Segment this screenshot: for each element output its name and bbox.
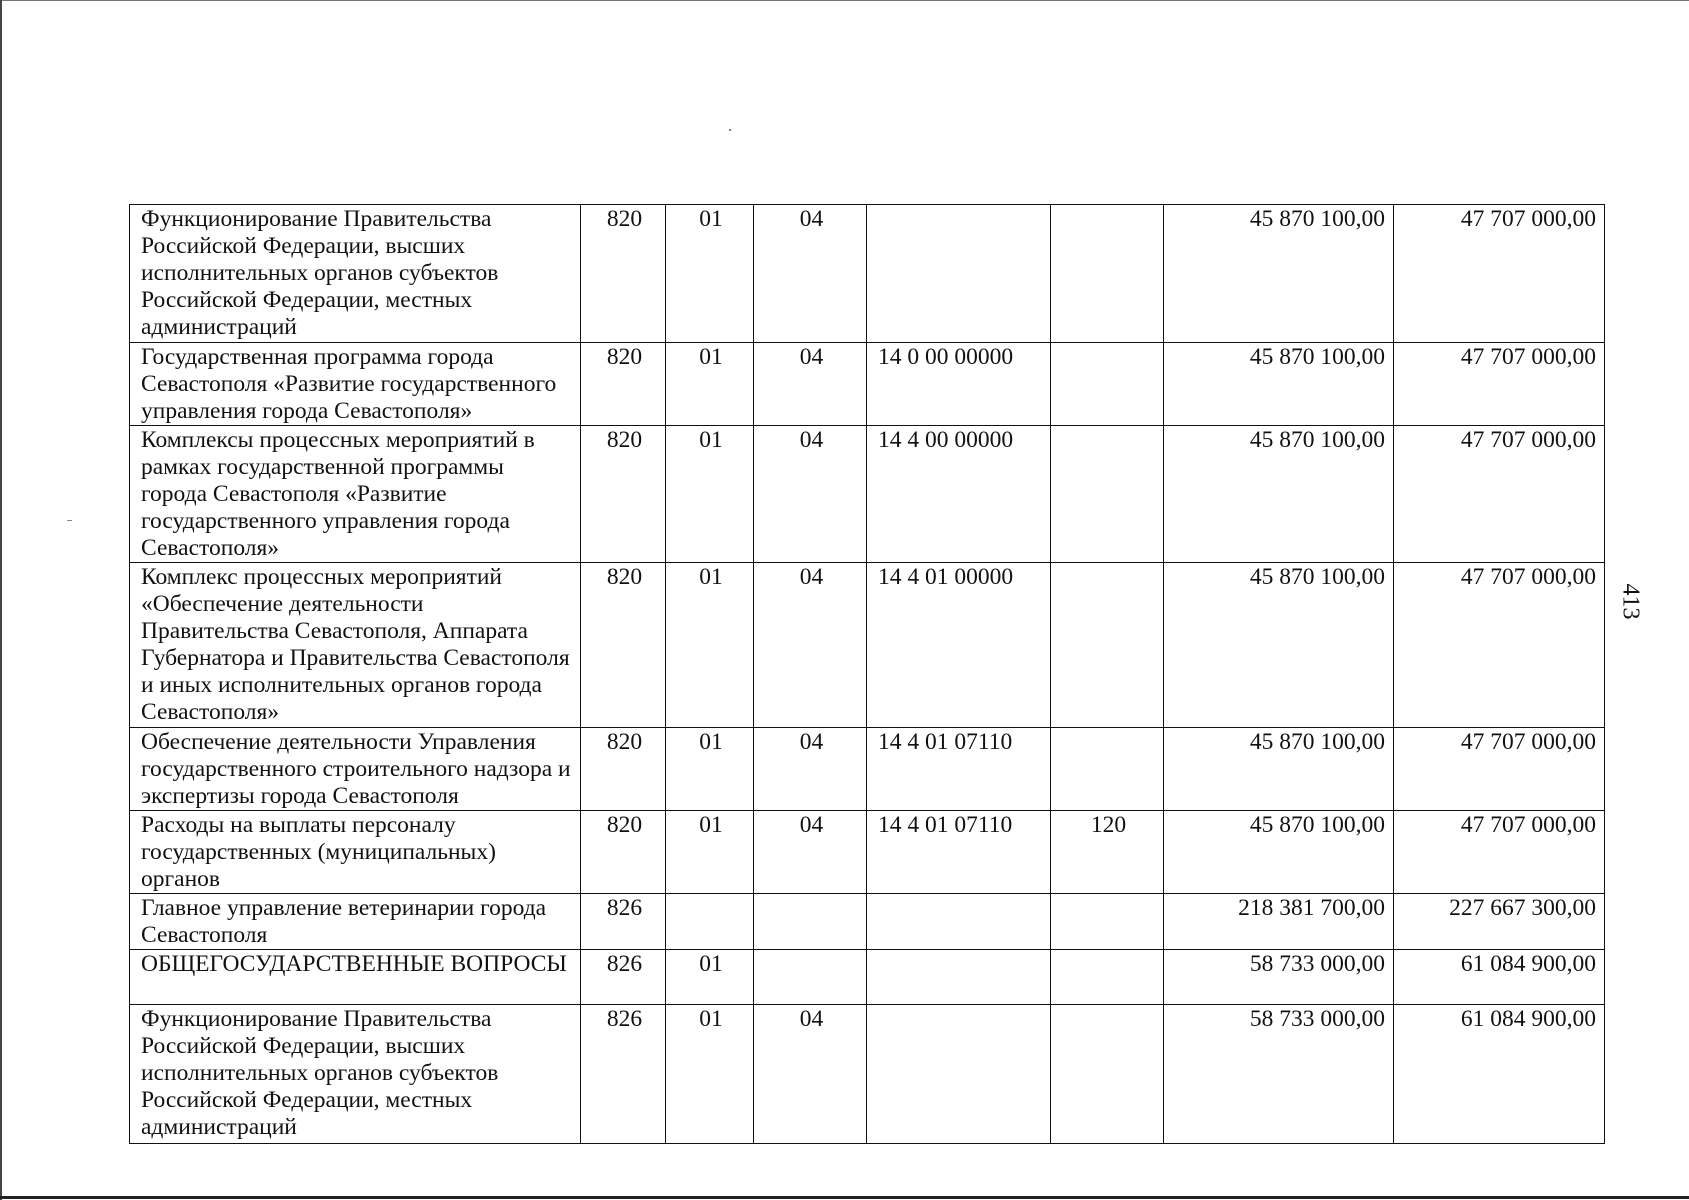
- cell-ved: 820: [581, 728, 666, 811]
- cell-ved: 826: [581, 950, 666, 1005]
- page-edge-left: [0, 0, 2, 1200]
- cell-csr: 14 4 00 00000: [867, 426, 1051, 563]
- table-row: [130, 205, 1605, 343]
- cell-sum-year1: 45 870 100,00: [1164, 728, 1394, 811]
- cell-pr: 04: [754, 1005, 867, 1144]
- scan-speck: [67, 520, 72, 521]
- cell-sum-year1: 58 733 000,00: [1164, 1005, 1394, 1144]
- page-edge-top: [0, 0, 1689, 1]
- cell-sum-year2: 61 084 900,00: [1394, 950, 1605, 1005]
- cell-sum-year1: 45 870 100,00: [1164, 205, 1394, 343]
- cell-name: ОБЩЕГОСУДАРСТВЕННЫЕ ВОПРОСЫ: [130, 950, 581, 1005]
- cell-rz: 01: [666, 563, 754, 728]
- cell-sum-year1: 218 381 700,00: [1164, 894, 1394, 950]
- cell-vr: [1051, 563, 1164, 728]
- scan-speck: [729, 129, 731, 131]
- cell-csr: [867, 205, 1051, 343]
- cell-pr: 04: [754, 426, 867, 563]
- cell-csr: 14 4 01 07110: [867, 811, 1051, 894]
- cell-rz: 01: [666, 343, 754, 426]
- table-row: [130, 426, 1605, 563]
- cell-ved: 826: [581, 1005, 666, 1144]
- cell-rz: 01: [666, 811, 754, 894]
- cell-name: Обеспечение деятельности Управления государственного строительного надзора и экспертизы города Севастополя: [130, 728, 581, 811]
- cell-sum-year2: 47 707 000,00: [1394, 563, 1605, 728]
- cell-csr: 14 4 01 07110: [867, 728, 1051, 811]
- table-row: [130, 563, 1605, 728]
- cell-ved: 826: [581, 894, 666, 950]
- cell-vr: [1051, 950, 1164, 1005]
- cell-vr: [1051, 343, 1164, 426]
- cell-vr: [1051, 728, 1164, 811]
- cell-name: Главное управление ветеринарии города Севастополя: [130, 894, 581, 950]
- cell-sum-year1: 58 733 000,00: [1164, 950, 1394, 1005]
- cell-vr: [1051, 426, 1164, 563]
- cell-csr: [867, 1005, 1051, 1144]
- cell-csr: [867, 950, 1051, 1005]
- cell-name: Расходы на выплаты персоналу государственных (муниципальных) органов: [130, 811, 581, 894]
- page-number: 413: [1617, 583, 1644, 620]
- cell-csr: 14 4 01 00000: [867, 563, 1051, 728]
- cell-sum-year2: 47 707 000,00: [1394, 728, 1605, 811]
- table-row: [130, 894, 1605, 950]
- cell-rz: 01: [666, 1005, 754, 1144]
- cell-vr: 120: [1051, 811, 1164, 894]
- cell-ved: 820: [581, 811, 666, 894]
- table-row: [130, 1005, 1605, 1144]
- cell-name: Функционирование Правительства Российской Федерации, высших исполнительных органов субъектов Российской Федерации, местных администраций: [130, 1005, 581, 1144]
- cell-sum-year2: 47 707 000,00: [1394, 811, 1605, 894]
- cell-pr: 04: [754, 205, 867, 343]
- cell-ved: 820: [581, 343, 666, 426]
- cell-sum-year2: 47 707 000,00: [1394, 205, 1605, 343]
- cell-name: Комплексы процессных мероприятий в рамках государственной программы города Севастополя «Развитие государственного управления города Севастополя»: [130, 426, 581, 563]
- cell-name: Функционирование Правительства Российской Федерации, высших исполнительных органов субъектов Российской Федерации, местных администраций: [130, 205, 581, 343]
- table-row: [130, 728, 1605, 811]
- budget-table: [129, 204, 1605, 1144]
- cell-pr: 04: [754, 563, 867, 728]
- cell-name: Комплекс процессных мероприятий «Обеспечение деятельности Правительства Севастополя, Аппарата Губернатора и Правительства Севастополя и иных исполнительных органов города Севастополя»: [130, 563, 581, 728]
- cell-sum-year2: 47 707 000,00: [1394, 426, 1605, 563]
- cell-sum-year2: 61 084 900,00: [1394, 1005, 1605, 1144]
- table-row: [130, 811, 1605, 894]
- cell-vr: [1051, 205, 1164, 343]
- cell-rz: 01: [666, 426, 754, 563]
- cell-sum-year1: 45 870 100,00: [1164, 426, 1394, 563]
- cell-rz: 01: [666, 950, 754, 1005]
- cell-sum-year1: 45 870 100,00: [1164, 343, 1394, 426]
- cell-pr: 04: [754, 811, 867, 894]
- table-row: [130, 950, 1605, 1005]
- cell-pr: [754, 950, 867, 1005]
- table-row: [130, 343, 1605, 426]
- cell-sum-year2: 227 667 300,00: [1394, 894, 1605, 950]
- cell-ved: 820: [581, 563, 666, 728]
- cell-sum-year2: 47 707 000,00: [1394, 343, 1605, 426]
- cell-ved: 820: [581, 426, 666, 563]
- cell-csr: [867, 894, 1051, 950]
- cell-vr: [1051, 1005, 1164, 1144]
- cell-csr: 14 0 00 00000: [867, 343, 1051, 426]
- cell-pr: [754, 894, 867, 950]
- page-edge-bottom: [0, 1196, 1689, 1199]
- cell-rz: [666, 894, 754, 950]
- cell-sum-year1: 45 870 100,00: [1164, 563, 1394, 728]
- cell-pr: 04: [754, 343, 867, 426]
- cell-sum-year1: 45 870 100,00: [1164, 811, 1394, 894]
- cell-name: Государственная программа города Севастополя «Развитие государственного управления города Севастополя»: [130, 343, 581, 426]
- cell-rz: 01: [666, 205, 754, 343]
- cell-rz: 01: [666, 728, 754, 811]
- cell-ved: 820: [581, 205, 666, 343]
- cell-pr: 04: [754, 728, 867, 811]
- table-body: [130, 205, 1605, 1144]
- cell-vr: [1051, 894, 1164, 950]
